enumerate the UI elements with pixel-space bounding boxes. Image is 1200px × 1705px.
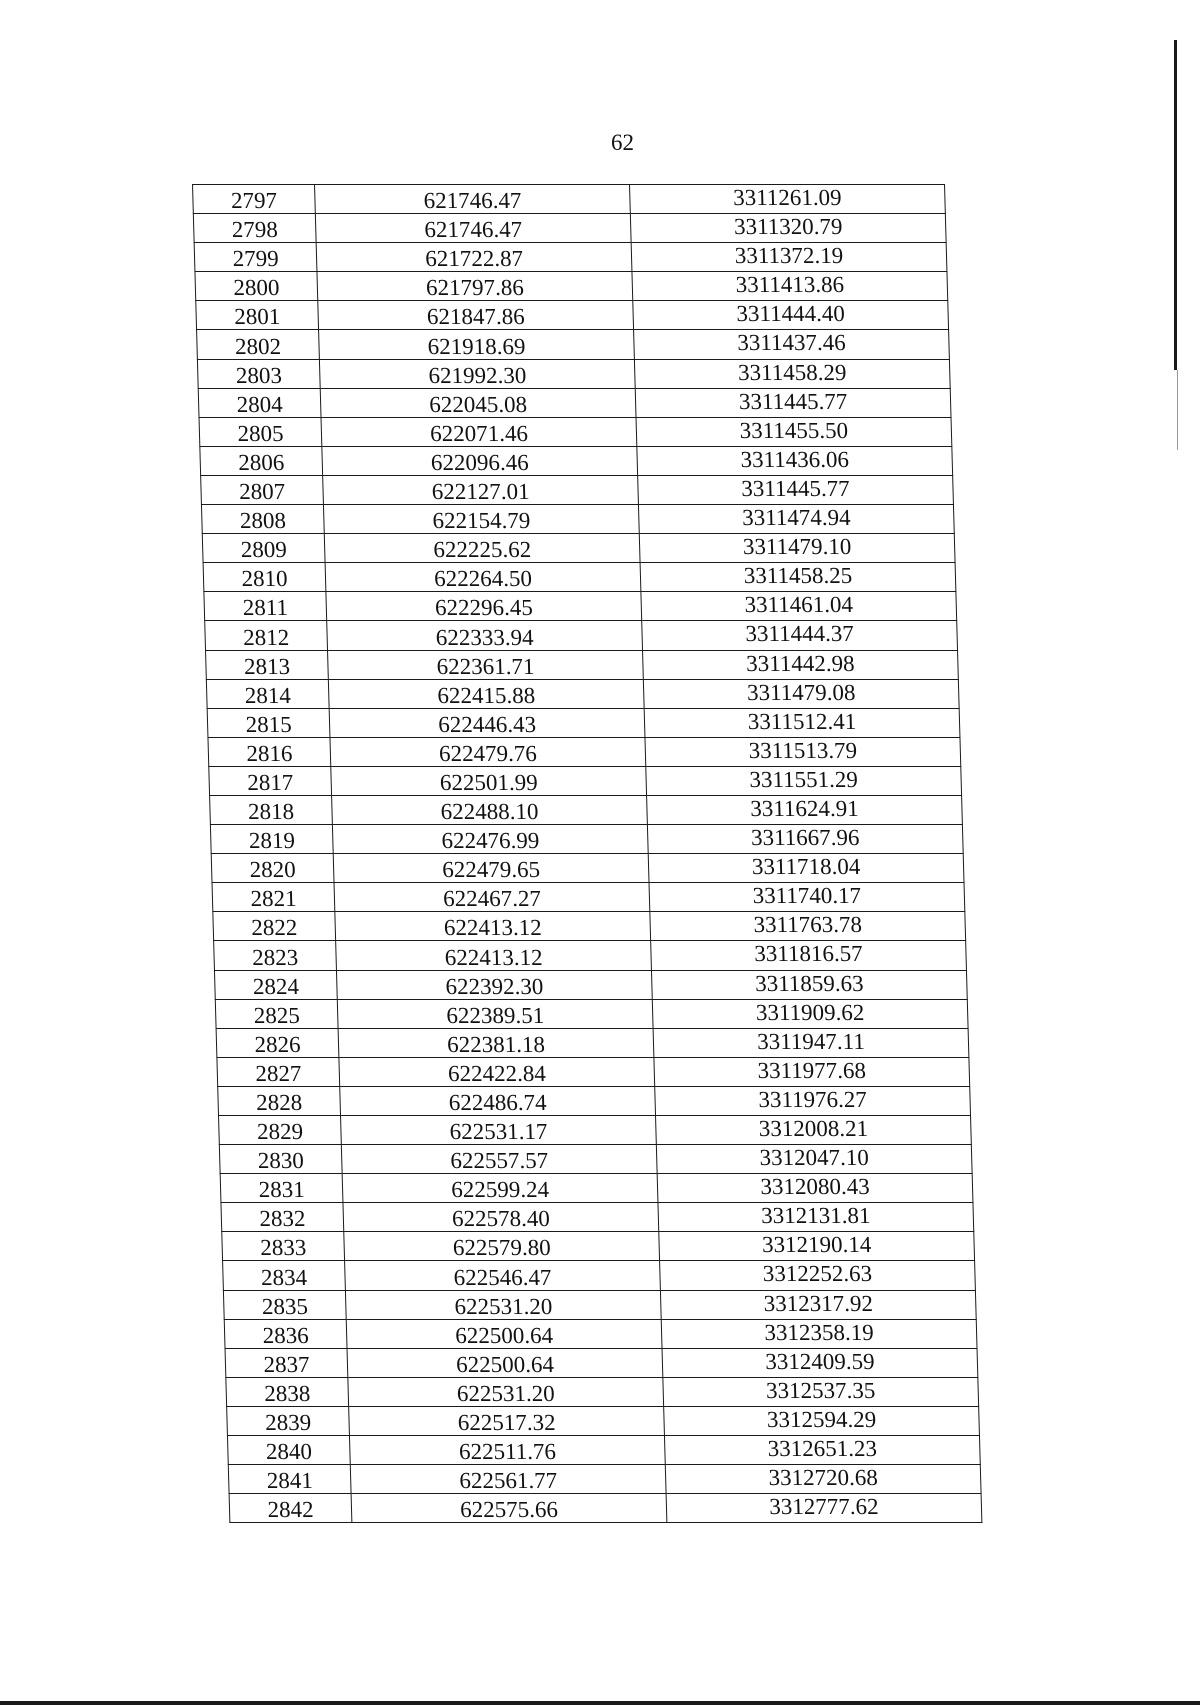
point-id-cell: 2820 <box>211 854 334 883</box>
table-row <box>223 1261 976 1290</box>
x-coordinate-cell: 622361.71 <box>328 650 644 679</box>
point-id-cell: 2839 <box>227 1406 350 1435</box>
point-id-cell: 2819 <box>210 825 333 854</box>
table-row <box>208 737 961 766</box>
point-id-cell: 2833 <box>222 1232 345 1261</box>
point-id-cell: 2801 <box>196 301 319 330</box>
point-id-cell: 2821 <box>212 883 335 912</box>
y-coordinate-cell: 3312594.29 <box>664 1406 980 1435</box>
table-row <box>214 970 967 999</box>
x-coordinate-cell: 621746.47 <box>315 185 631 214</box>
x-coordinate-cell: 622500.64 <box>347 1348 663 1377</box>
x-coordinate-cell: 622392.30 <box>337 970 653 999</box>
y-coordinate-cell: 3312190.14 <box>659 1232 975 1261</box>
x-coordinate-cell: 622296.45 <box>326 592 642 621</box>
x-coordinate-cell: 622446.43 <box>329 708 645 737</box>
table-row <box>207 708 960 737</box>
x-coordinate-cell: 621797.86 <box>317 272 633 301</box>
y-coordinate-cell: 3311320.79 <box>630 214 946 243</box>
point-id-cell: 2809 <box>202 534 325 563</box>
table-row <box>213 912 966 941</box>
x-coordinate-cell: 622531.20 <box>345 1290 661 1319</box>
x-coordinate-cell: 621918.69 <box>319 330 635 359</box>
y-coordinate-cell: 3311977.68 <box>654 1057 970 1086</box>
y-coordinate-cell: 3311976.27 <box>655 1086 971 1115</box>
point-id-cell: 2838 <box>226 1377 349 1406</box>
x-coordinate-cell: 622389.51 <box>337 999 653 1028</box>
y-coordinate-cell: 3312537.35 <box>663 1377 979 1406</box>
coordinate-table <box>192 184 982 1523</box>
scan-edge-right <box>1174 40 1177 370</box>
y-coordinate-cell: 3312047.10 <box>656 1145 972 1174</box>
table-row <box>196 301 949 330</box>
point-id-cell: 2802 <box>197 330 320 359</box>
x-coordinate-cell: 622575.66 <box>351 1494 667 1523</box>
table-row <box>210 825 963 854</box>
y-coordinate-cell: 3311372.19 <box>631 243 947 272</box>
table-row <box>199 417 952 446</box>
x-coordinate-cell: 622096.46 <box>322 446 638 475</box>
table-row <box>223 1290 976 1319</box>
point-id-cell: 2823 <box>214 941 337 970</box>
point-id-cell: 2812 <box>205 621 328 650</box>
x-coordinate-cell: 622264.50 <box>325 563 641 592</box>
y-coordinate-cell: 3311261.09 <box>630 185 946 214</box>
table-row <box>201 505 954 534</box>
x-coordinate-cell: 622071.46 <box>321 417 637 446</box>
x-coordinate-cell: 622413.12 <box>336 941 652 970</box>
table-row <box>193 214 946 243</box>
x-coordinate-cell: 621746.47 <box>315 214 631 243</box>
point-id-cell: 2829 <box>219 1116 342 1145</box>
table-row <box>214 941 967 970</box>
table-row <box>195 272 948 301</box>
point-id-cell: 2817 <box>209 766 332 795</box>
point-id-cell: 2835 <box>223 1290 346 1319</box>
table-row <box>212 883 965 912</box>
table-row <box>222 1232 975 1261</box>
table-row <box>229 1494 982 1523</box>
x-coordinate-cell: 622476.99 <box>332 825 648 854</box>
table-row <box>216 1028 969 1057</box>
point-id-cell: 2797 <box>193 185 316 214</box>
point-id-cell: 2806 <box>200 446 323 475</box>
x-coordinate-cell: 622415.88 <box>328 679 644 708</box>
y-coordinate-cell: 3311718.04 <box>648 854 964 883</box>
x-coordinate-cell: 622561.77 <box>350 1465 666 1494</box>
point-id-cell: 2834 <box>223 1261 346 1290</box>
table-row <box>224 1319 977 1348</box>
coordinate-table-body <box>193 185 982 1523</box>
point-id-cell: 2805 <box>199 417 322 446</box>
table-row <box>221 1203 974 1232</box>
y-coordinate-cell: 3311512.41 <box>644 708 960 737</box>
x-coordinate-cell: 622578.40 <box>343 1203 659 1232</box>
table-row <box>197 359 950 388</box>
point-id-cell: 2826 <box>216 1028 339 1057</box>
point-id-cell: 2811 <box>204 592 327 621</box>
x-coordinate-cell: 622531.17 <box>341 1116 657 1145</box>
point-id-cell: 2799 <box>194 243 317 272</box>
x-coordinate-cell: 622557.57 <box>341 1145 657 1174</box>
table-row <box>215 999 968 1028</box>
y-coordinate-cell: 3312409.59 <box>662 1348 978 1377</box>
point-id-cell: 2828 <box>218 1086 341 1115</box>
table-row <box>219 1116 972 1145</box>
x-coordinate-cell: 622517.32 <box>349 1406 665 1435</box>
table-row <box>204 592 957 621</box>
table-row <box>219 1145 972 1174</box>
scan-edge-right-faint <box>1177 370 1178 450</box>
x-coordinate-cell: 622479.65 <box>333 854 649 883</box>
point-id-cell: 2824 <box>214 970 337 999</box>
table-row <box>227 1436 980 1465</box>
y-coordinate-cell: 3311445.77 <box>638 475 954 504</box>
point-id-cell: 2800 <box>195 272 318 301</box>
table-row <box>205 621 958 650</box>
table-row <box>210 795 963 824</box>
point-id-cell: 2832 <box>221 1203 344 1232</box>
x-coordinate-cell: 622381.18 <box>338 1028 654 1057</box>
y-coordinate-cell: 3312008.21 <box>656 1116 972 1145</box>
x-coordinate-cell: 622486.74 <box>340 1086 656 1115</box>
point-id-cell: 2803 <box>197 359 320 388</box>
point-id-cell: 2798 <box>193 214 316 243</box>
table-row <box>206 679 959 708</box>
point-id-cell: 2827 <box>217 1057 340 1086</box>
table-row <box>206 650 959 679</box>
x-coordinate-cell: 622413.12 <box>335 912 651 941</box>
table-row <box>200 446 953 475</box>
point-id-cell: 2816 <box>208 737 331 766</box>
y-coordinate-cell: 3311551.29 <box>646 766 962 795</box>
y-coordinate-cell: 3311763.78 <box>650 912 966 941</box>
y-coordinate-cell: 3311947.11 <box>653 1028 969 1057</box>
y-coordinate-cell: 3311436.06 <box>637 446 953 475</box>
y-coordinate-cell: 3311667.96 <box>647 825 963 854</box>
table-row <box>209 766 962 795</box>
x-coordinate-cell: 622422.84 <box>339 1057 655 1086</box>
x-coordinate-cell: 622501.99 <box>331 766 647 795</box>
x-coordinate-cell: 622599.24 <box>342 1174 658 1203</box>
y-coordinate-cell: 3312651.23 <box>664 1436 980 1465</box>
x-coordinate-cell: 622579.80 <box>344 1232 660 1261</box>
point-id-cell: 2841 <box>228 1465 351 1494</box>
point-id-cell: 2840 <box>227 1436 350 1465</box>
point-id-cell: 2808 <box>201 505 324 534</box>
x-coordinate-cell: 622333.94 <box>327 621 643 650</box>
page-number: 62 <box>611 130 634 155</box>
y-coordinate-cell: 3311909.62 <box>652 999 968 1028</box>
table-row <box>197 330 950 359</box>
y-coordinate-cell: 3311455.50 <box>636 417 952 446</box>
y-coordinate-cell: 3311740.17 <box>649 883 965 912</box>
table-row <box>202 534 955 563</box>
y-coordinate-cell: 3311413.86 <box>632 272 948 301</box>
x-coordinate-cell: 622488.10 <box>332 795 648 824</box>
table-row <box>201 475 954 504</box>
table-row <box>211 854 964 883</box>
table-row <box>225 1348 978 1377</box>
point-id-cell: 2822 <box>213 912 336 941</box>
y-coordinate-cell: 3312252.63 <box>660 1261 976 1290</box>
y-coordinate-cell: 3311437.46 <box>634 330 950 359</box>
point-id-cell: 2810 <box>203 563 326 592</box>
point-id-cell: 2825 <box>215 999 338 1028</box>
y-coordinate-cell: 3311479.08 <box>643 679 959 708</box>
table-row <box>226 1377 979 1406</box>
point-id-cell: 2815 <box>207 708 330 737</box>
y-coordinate-cell: 3311444.40 <box>633 301 949 330</box>
point-id-cell: 2830 <box>219 1145 342 1174</box>
x-coordinate-cell: 622531.20 <box>348 1377 664 1406</box>
x-coordinate-cell: 621847.86 <box>318 301 634 330</box>
table-row <box>218 1086 971 1115</box>
point-id-cell: 2842 <box>229 1494 352 1523</box>
x-coordinate-cell: 622479.76 <box>330 737 646 766</box>
y-coordinate-cell: 3312358.19 <box>661 1319 977 1348</box>
y-coordinate-cell: 3311445.77 <box>635 388 951 417</box>
y-coordinate-cell: 3312131.81 <box>658 1203 974 1232</box>
y-coordinate-cell: 3311513.79 <box>645 737 961 766</box>
point-id-cell: 2813 <box>206 650 329 679</box>
table-row <box>220 1174 973 1203</box>
y-coordinate-cell: 3311624.91 <box>647 795 963 824</box>
point-id-cell: 2807 <box>201 475 324 504</box>
x-coordinate-cell: 622154.79 <box>324 505 640 534</box>
table-row <box>193 185 946 214</box>
scan-edge-bottom <box>0 1701 1200 1705</box>
x-coordinate-cell: 622467.27 <box>334 883 650 912</box>
y-coordinate-cell: 3312720.68 <box>665 1465 981 1494</box>
x-coordinate-cell: 621992.30 <box>319 359 635 388</box>
y-coordinate-cell: 3311859.63 <box>651 970 967 999</box>
y-coordinate-cell: 3312080.43 <box>657 1174 973 1203</box>
y-coordinate-cell: 3311442.98 <box>643 650 959 679</box>
y-coordinate-cell: 3311444.37 <box>642 621 958 650</box>
y-coordinate-cell: 3311479.10 <box>639 534 955 563</box>
x-coordinate-cell: 622500.64 <box>346 1319 662 1348</box>
point-id-cell: 2818 <box>210 795 333 824</box>
point-id-cell: 2831 <box>220 1174 343 1203</box>
table-row <box>198 388 951 417</box>
x-coordinate-cell: 621722.87 <box>316 243 632 272</box>
point-id-cell: 2804 <box>198 388 321 417</box>
x-coordinate-cell: 622546.47 <box>345 1261 661 1290</box>
y-coordinate-cell: 3311474.94 <box>638 505 954 534</box>
point-id-cell: 2814 <box>206 679 329 708</box>
y-coordinate-cell: 3312777.62 <box>666 1494 982 1523</box>
point-id-cell: 2836 <box>224 1319 347 1348</box>
x-coordinate-cell: 622045.08 <box>320 388 636 417</box>
y-coordinate-cell: 3312317.92 <box>660 1290 976 1319</box>
y-coordinate-cell: 3311458.29 <box>634 359 950 388</box>
x-coordinate-cell: 622127.01 <box>323 475 639 504</box>
table-row <box>227 1406 980 1435</box>
y-coordinate-cell: 3311816.57 <box>651 941 967 970</box>
x-coordinate-cell: 622511.76 <box>350 1436 666 1465</box>
table-row <box>194 243 947 272</box>
table-row <box>203 563 956 592</box>
x-coordinate-cell: 622225.62 <box>324 534 640 563</box>
y-coordinate-cell: 3311458.25 <box>640 563 956 592</box>
y-coordinate-cell: 3311461.04 <box>641 592 957 621</box>
table-row <box>228 1465 981 1494</box>
point-id-cell: 2837 <box>225 1348 348 1377</box>
table-row <box>217 1057 970 1086</box>
